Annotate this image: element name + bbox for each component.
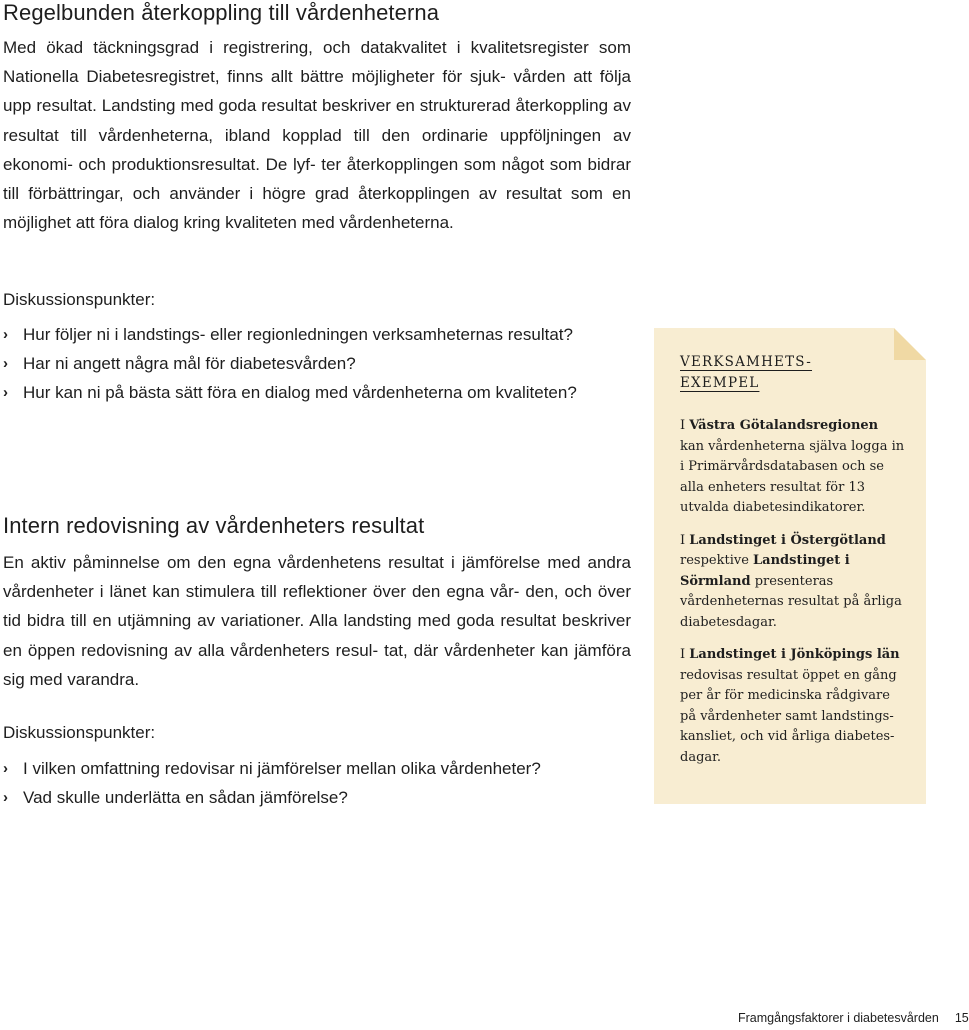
chevron-right-icon: › [3, 355, 8, 373]
section-heading-reporting: Intern redovisning av vårdenheters resultat [3, 513, 425, 538]
page-footer [738, 1011, 969, 1025]
example-entry: I Landstinget i Jönköpings län redovisas resultat öppet en gång per år för medicinska rådgivare på vårdenheter samt landstings- kansliet, och vid årliga diabetes- dagar. [680, 647, 900, 765]
example-entry: I Västra Götalandsregionen kan vårdenheterna själva logga in i Primärvårdsdatabasen och se alla enheters resultat för 13 utvalda diabetesindikatorer. [680, 418, 905, 515]
sidebar-title: VERKSAMHETS- EXEMPEL [680, 354, 813, 391]
paragraph-feedback: Med ökad täckningsgrad i registrering, och datakvalitet i kvalitetsregister som Nationella Diabetesregistret, finns allt bättre möjligheter för sjuk- vården att följa upp resultat. Landsting med goda resultat beskriver en strukturerad återkoppling av resultat till vårdenheterna, ibland kopplad till den ordinarie uppföljningen av ekonomi- och produktionsresultat. De lyf- ter återkopplingen som något som bidrar till förbättringar, och använder i högre grad återkopplingen av resultat som en möjlighet att föra dialog kring kvaliteten med vårdenheterna. [3, 38, 631, 233]
chevron-right-icon: › [3, 384, 8, 402]
chevron-right-icon: › [3, 760, 8, 777]
example-sidebar-note [654, 328, 926, 804]
discussion-list [3, 320, 603, 408]
section-heading-feedback: Regelbunden återkoppling till vårdenheterna [3, 0, 440, 25]
list-item: › Har ni angett några mål för diabetesvården? [3, 349, 603, 378]
discussion-label: Diskussionspunkter: [3, 290, 156, 309]
chevron-right-icon: › [3, 789, 8, 807]
chevron-right-icon: › [3, 326, 8, 343]
footer-title: Framgångsfaktorer i diabetesvården [738, 1011, 939, 1025]
list-item: › I vilken omfattning redovisar ni jämförelser mellan olika vårdenheter? [3, 754, 603, 783]
example-entry: I Landstinget i Östergötland respektive Landstinget i Sörmland presenteras vårdenheternas resultat på årliga diabetesdagar. [680, 532, 902, 630]
paragraph-reporting: En aktiv påminnelse om den egna vårdenhetens resultat i jämförelse med andra vårdenheter i länet kan stimulera till reflektioner över den egna vår- den, och över tid bidra till en utjämning av variationer. Alla landsting med goda resultat beskriver en öppen redovisning av alla vårdenheters resul- tat, där vårdenheter kan jämföra sig med varandra. [3, 553, 631, 689]
discussion-list [3, 754, 603, 812]
discussion-label: Diskussionspunkter: [3, 723, 156, 742]
list-item: › Vad skulle underlätta en sådan jämförelse? [3, 783, 603, 812]
list-item: › Hur kan ni på bästa sätt föra en dialog med vårdenheterna om kvaliteten? [3, 378, 603, 407]
page-number: 15 [954, 1011, 969, 1025]
list-item: › Hur följer ni i landstings- eller regionledningen verksamheternas resultat? [3, 320, 603, 349]
